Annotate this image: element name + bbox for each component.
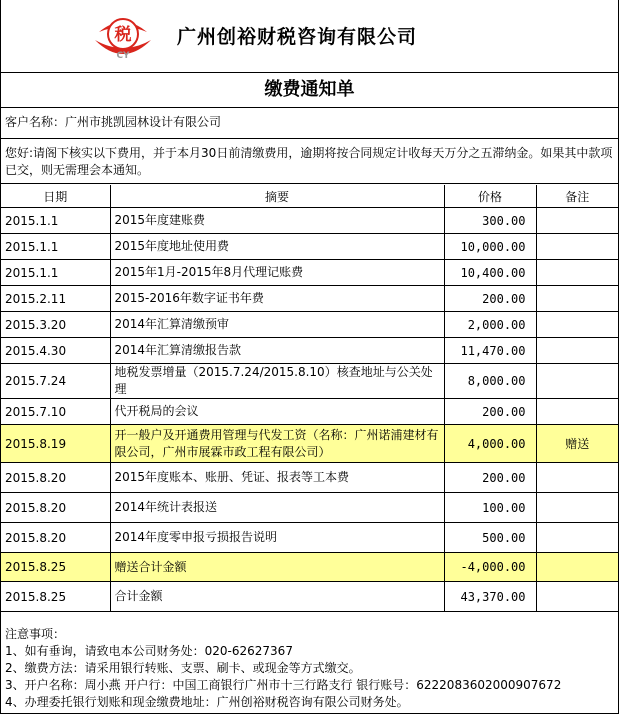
row-date: 2015.8.20 xyxy=(1,493,110,523)
row-price: 8,000.00 xyxy=(444,364,536,399)
row-desc: 2015年度地址使用费 xyxy=(110,234,444,260)
row-price: 100.00 xyxy=(444,493,536,523)
row-price: 4,000.00 xyxy=(444,425,536,463)
note-item: 2、缴费方法：请采用银行转账、支票、刷卡、或现金等方式缴交。 xyxy=(5,661,361,675)
row-price: 300.00 xyxy=(444,208,536,234)
row-remark xyxy=(536,286,618,312)
row-date: 2015.8.19 xyxy=(1,425,110,463)
row-remark: 赠送 xyxy=(536,425,618,463)
row-date: 2015.8.20 xyxy=(1,463,110,493)
row-price: 10,400.00 xyxy=(444,260,536,286)
row-remark xyxy=(536,234,618,260)
row-desc: 代开税局的会议 xyxy=(110,399,444,425)
row-remark xyxy=(536,338,618,364)
notes-title: 注意事项： xyxy=(5,627,66,641)
row-desc: 开一般户及开通费用管理与代发工资（名称：广州诺浦建材有限公司，广州市展霖市政工程有限公司） xyxy=(110,425,444,463)
table-row xyxy=(1,286,618,312)
row-price: -4,000.00 xyxy=(444,553,536,582)
row-desc: 合计金额 xyxy=(110,582,444,612)
row-price: 500.00 xyxy=(444,523,536,553)
row-date: 2015.1.1 xyxy=(1,208,110,234)
header-price: 价格 xyxy=(444,185,536,208)
row-date: 2015.3.20 xyxy=(1,312,110,338)
header-remark: 备注 xyxy=(536,185,618,208)
row-date: 2015.8.20 xyxy=(1,523,110,553)
logo-char: 税 xyxy=(114,25,132,45)
table-row xyxy=(1,364,618,399)
row-desc: 2015年1月-2015年8月代理记账费 xyxy=(110,260,444,286)
row-remark xyxy=(536,208,618,234)
fee-table xyxy=(1,185,618,612)
table-row xyxy=(1,234,618,260)
row-date: 2015.4.30 xyxy=(1,338,110,364)
table-row xyxy=(1,493,618,523)
note-item: 3、开户名称：周小燕 开户行：中国工商银行广州市十三行路支行 银行账号：6222083602000907672 xyxy=(5,678,562,692)
row-remark xyxy=(536,582,618,612)
row-date: 2015.1.1 xyxy=(1,260,110,286)
row-desc: 2015年度建账费 xyxy=(110,208,444,234)
row-date: 2015.7.24 xyxy=(1,364,110,399)
row-date: 2015.1.1 xyxy=(1,234,110,260)
table-row xyxy=(1,338,618,364)
logo-text: CY xyxy=(116,51,130,61)
row-desc: 2014年统计表报送 xyxy=(110,493,444,523)
note-item: 4、办理委托银行划账和现金缴费地址：广州创裕财税咨询有限公司财务处。 xyxy=(5,695,409,709)
table-row xyxy=(1,260,618,286)
row-price: 10,000.00 xyxy=(444,234,536,260)
row-remark xyxy=(536,463,618,493)
table-row xyxy=(1,523,618,553)
table-row xyxy=(1,399,618,425)
row-remark xyxy=(536,553,618,582)
table-row xyxy=(1,208,618,234)
row-price: 11,470.00 xyxy=(444,338,536,364)
row-remark xyxy=(536,523,618,553)
table-row-highlighted xyxy=(1,553,618,582)
row-date: 2015.8.25 xyxy=(1,553,110,582)
row-desc: 2015-2016年数字证书年费 xyxy=(110,286,444,312)
notes-section xyxy=(1,626,618,711)
row-price: 200.00 xyxy=(444,399,536,425)
table-header-row xyxy=(1,185,618,208)
row-date: 2015.2.11 xyxy=(1,286,110,312)
row-remark xyxy=(536,399,618,425)
company-logo-icon xyxy=(89,10,157,62)
header-date: 日期 xyxy=(1,185,110,208)
table-row xyxy=(1,312,618,338)
customer-name: 客户名称：广州市挑凯园林设计有限公司 xyxy=(1,107,618,139)
row-price: 200.00 xyxy=(444,463,536,493)
row-remark xyxy=(536,493,618,523)
row-price: 43,370.00 xyxy=(444,582,536,612)
row-desc: 2014年汇算清缴预审 xyxy=(110,312,444,338)
row-remark xyxy=(536,364,618,399)
row-desc: 地税发票增量（2015.7.24/2015.8.10）核查地址与公关处理 xyxy=(110,364,444,399)
letterhead xyxy=(1,0,618,72)
row-price: 2,000.00 xyxy=(444,312,536,338)
document-title: 缴费通知单 xyxy=(1,72,618,108)
row-date: 2015.8.25 xyxy=(1,582,110,612)
company-name: 广州创裕财税咨询有限公司 xyxy=(177,26,418,48)
notice-text: 您好:请阁下核实以下费用，并于本月30日前清缴费用，逾期将按合同规定计收每天万分之五滞纳金。如果其中款项已交，则无需理会本通知。 xyxy=(1,140,618,184)
row-desc: 2014年汇算清缴报告款 xyxy=(110,338,444,364)
row-desc: 2015年度账本、账册、凭证、报表等工本费 xyxy=(110,463,444,493)
row-remark xyxy=(536,312,618,338)
table-row-highlighted xyxy=(1,425,618,463)
table-row xyxy=(1,463,618,493)
row-date: 2015.7.10 xyxy=(1,399,110,425)
table-row-total xyxy=(1,582,618,612)
note-item: 1、如有垂询，请致电本公司财务处：020-62627367 xyxy=(5,644,293,658)
row-price: 200.00 xyxy=(444,286,536,312)
row-remark xyxy=(536,260,618,286)
row-desc: 2014年度零申报亏损报告说明 xyxy=(110,523,444,553)
header-desc: 摘要 xyxy=(110,185,444,208)
row-desc: 赠送合计金额 xyxy=(110,553,444,582)
